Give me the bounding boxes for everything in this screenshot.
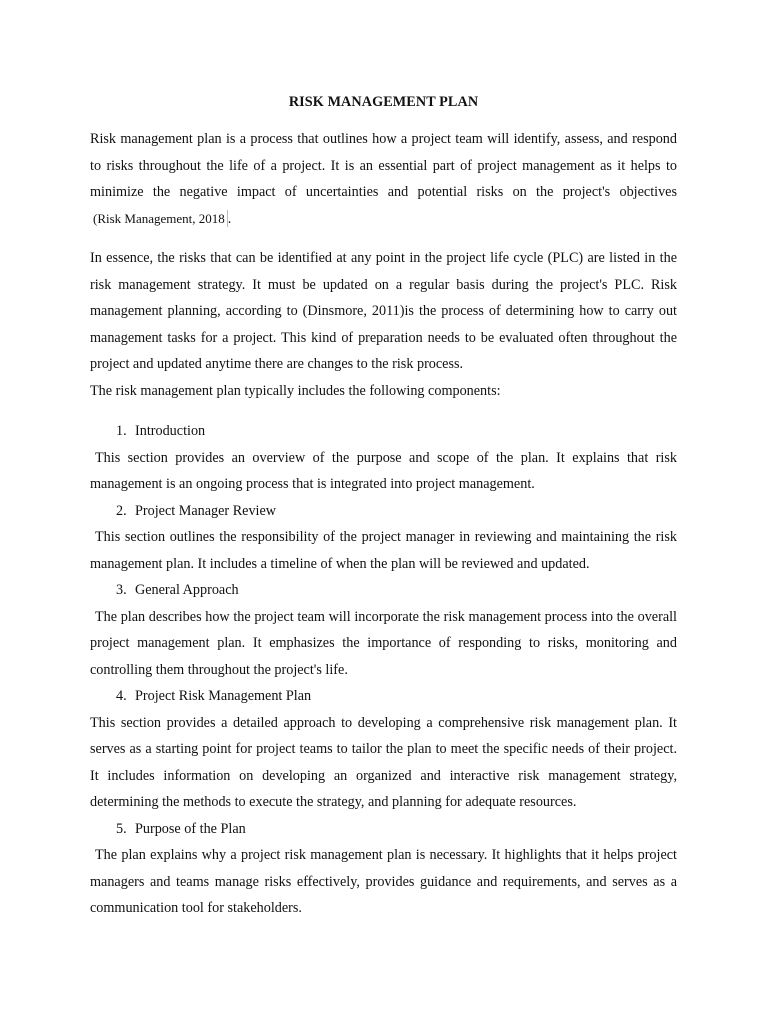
components-intro: The risk management plan typically includes the following components: [90,382,501,399]
component-number: 5. [116,820,127,837]
document-title: RISK MANAGEMENT PLAN [288,94,479,110]
component-heading-2 [90,498,677,525]
components-list [90,418,677,922]
component-number: 1. [116,423,127,439]
component-heading-4 [90,683,677,710]
essence-paragraph: In essence, the risks that can be identified at any point in the project life cycle (PLC) are listed in the risk management strategy. It must be updated on a regular basis during the project's PLC. Risk management planning, according to (Dinsmore, 2011)is the process of determining how to carry out management tasks for a project. This kind of preparation needs to be evaluated often throughout the project and updated anytime there are changes to the risk process. [90,250,677,372]
component-heading-text: Project Manager Review [135,502,277,519]
component-body-3: The plan describes how the project team will incorporate the risk management process into the overall project management plan. It emphasizes the importance of responding to risks, monitoring and controlling them throughout the project's life. [90,608,677,678]
component-number: 4. [116,688,127,704]
intro-paragraph-end: . [227,210,232,227]
component-heading-text: General Approach [135,582,239,598]
component-number: 2. [116,502,127,519]
component-heading-5 [90,816,677,843]
component-heading-text: Introduction [135,423,206,439]
component-body-2: This section outlines the responsibility of the project manager in reviewing and maintaining the risk management plan. It includes a timeline of when the plan will be reviewed and updated. [90,529,677,572]
citation-risk-management-2018[interactable]: (Risk Management, 2018 [90,210,228,227]
component-body-4: This section provides a detailed approach to developing a comprehensive risk management plan. It serves as a starting point for project teams to tailor the plan to meet the specific needs of their project. It includes information on developing an organized and interactive risk management strategy, determining the methods to execute the strategy, and planning for adequate resources. [90,714,677,810]
component-heading-1 [90,418,677,445]
component-heading-3 [90,577,677,604]
intro-paragraph [90,126,677,232]
component-number: 3. [116,582,127,598]
component-heading-text: Purpose of the Plan [135,820,246,837]
intro-paragraph-text: Risk management plan is a process that outlines how a project team will identify, assess, and respond to risks throughout the life of a project. It is an essential part of project management as it helps to minimize the negative impact of uncertainties and potential risks on the project's objectives [90,131,677,200]
component-body-1: This section provides an overview of the purpose and scope of the plan. It explains that risk management is an ongoing process that is integrated into project management. [90,449,677,492]
document-page [90,92,677,922]
component-heading-text: Project Risk Management Plan [135,688,312,704]
component-body-5: The plan explains why a project risk management plan is necessary. It highlights that it helps project managers and teams manage risks effectively, provides guidance and requirements, and serves as a communication tool for stakeholders. [90,847,677,916]
